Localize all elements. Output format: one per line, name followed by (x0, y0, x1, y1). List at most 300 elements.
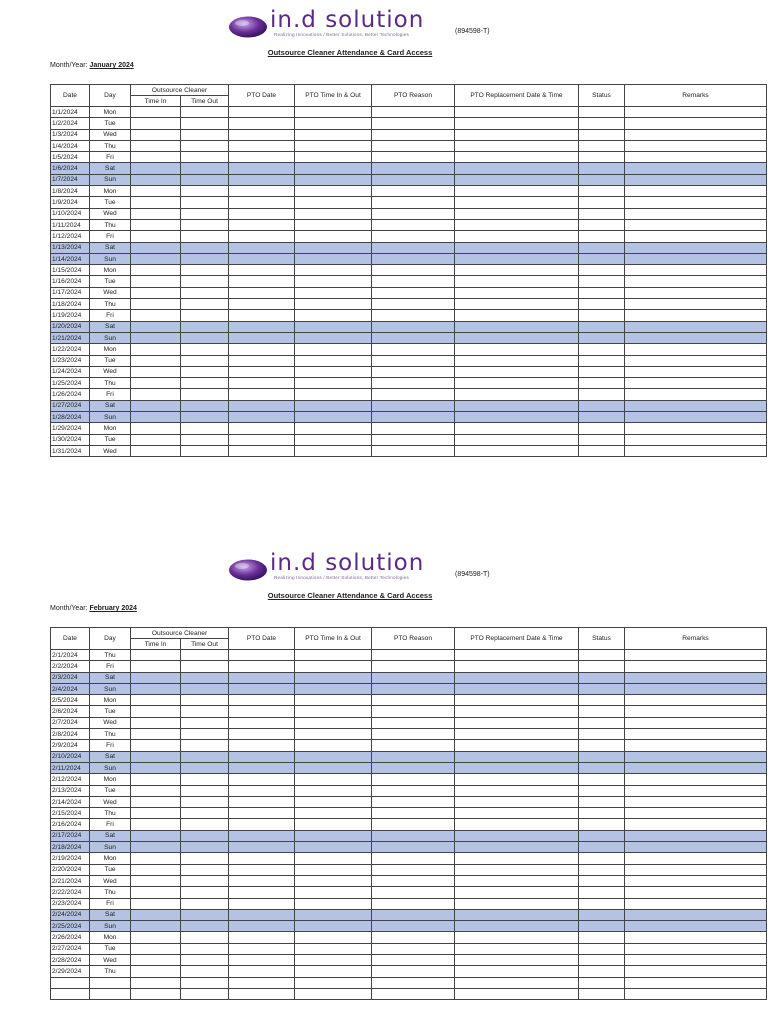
time-out-cell[interactable] (181, 423, 229, 434)
time-out-cell[interactable] (181, 107, 229, 118)
pto-date-cell[interactable] (229, 299, 295, 310)
pto-date-cell[interactable] (229, 762, 295, 773)
remarks-cell[interactable] (625, 219, 767, 230)
time-in-cell[interactable] (131, 830, 181, 841)
time-out-cell[interactable] (181, 751, 229, 762)
remarks-cell[interactable] (625, 785, 767, 796)
status-cell[interactable] (579, 921, 625, 932)
time-in-cell[interactable] (131, 808, 181, 819)
pto-replacement-cell[interactable] (455, 253, 579, 264)
remarks-cell[interactable] (625, 208, 767, 219)
time-out-cell[interactable] (181, 943, 229, 954)
pto-date-cell[interactable] (229, 140, 295, 151)
pto-replacement-cell[interactable] (455, 344, 579, 355)
pto-time-cell[interactable] (295, 988, 372, 999)
pto-reason-cell[interactable] (372, 389, 455, 400)
pto-time-cell[interactable] (295, 253, 372, 264)
pto-time-cell[interactable] (295, 276, 372, 287)
pto-replacement-cell[interactable] (455, 434, 579, 445)
pto-reason-cell[interactable] (372, 706, 455, 717)
pto-reason-cell[interactable] (372, 695, 455, 706)
pto-date-cell[interactable] (229, 118, 295, 129)
pto-reason-cell[interactable] (372, 253, 455, 264)
status-cell[interactable] (579, 434, 625, 445)
remarks-cell[interactable] (625, 287, 767, 298)
remarks-cell[interactable] (625, 152, 767, 163)
status-cell[interactable] (579, 107, 625, 118)
time-in-cell[interactable] (131, 208, 181, 219)
pto-replacement-cell[interactable] (455, 400, 579, 411)
time-in-cell[interactable] (131, 875, 181, 886)
pto-date-cell[interactable] (229, 706, 295, 717)
remarks-cell[interactable] (625, 321, 767, 332)
time-in-cell[interactable] (131, 955, 181, 966)
pto-time-cell[interactable] (295, 299, 372, 310)
time-in-cell[interactable] (131, 729, 181, 740)
pto-date-cell[interactable] (229, 400, 295, 411)
pto-replacement-cell[interactable] (455, 355, 579, 366)
pto-date-cell[interactable] (229, 332, 295, 343)
pto-time-cell[interactable] (295, 706, 372, 717)
status-cell[interactable] (579, 875, 625, 886)
remarks-cell[interactable] (625, 672, 767, 683)
pto-date-cell[interactable] (229, 389, 295, 400)
pto-replacement-cell[interactable] (455, 163, 579, 174)
time-out-cell[interactable] (181, 140, 229, 151)
time-in-cell[interactable] (131, 650, 181, 661)
pto-time-cell[interactable] (295, 819, 372, 830)
pto-date-cell[interactable] (229, 796, 295, 807)
time-in-cell[interactable] (131, 276, 181, 287)
time-in-cell[interactable] (131, 796, 181, 807)
pto-replacement-cell[interactable] (455, 762, 579, 773)
remarks-cell[interactable] (625, 661, 767, 672)
time-in-cell[interactable] (131, 186, 181, 197)
pto-date-cell[interactable] (229, 819, 295, 830)
remarks-cell[interactable] (625, 253, 767, 264)
remarks-cell[interactable] (625, 955, 767, 966)
pto-replacement-cell[interactable] (455, 830, 579, 841)
pto-replacement-cell[interactable] (455, 796, 579, 807)
pto-reason-cell[interactable] (372, 977, 455, 988)
time-out-cell[interactable] (181, 650, 229, 661)
pto-date-cell[interactable] (229, 253, 295, 264)
pto-date-cell[interactable] (229, 740, 295, 751)
pto-reason-cell[interactable] (372, 864, 455, 875)
status-cell[interactable] (579, 853, 625, 864)
remarks-cell[interactable] (625, 186, 767, 197)
pto-replacement-cell[interactable] (455, 152, 579, 163)
time-out-cell[interactable] (181, 265, 229, 276)
pto-reason-cell[interactable] (372, 988, 455, 999)
pto-time-cell[interactable] (295, 977, 372, 988)
pto-date-cell[interactable] (229, 808, 295, 819)
time-in-cell[interactable] (131, 751, 181, 762)
pto-date-cell[interactable] (229, 310, 295, 321)
pto-time-cell[interactable] (295, 661, 372, 672)
pto-reason-cell[interactable] (372, 921, 455, 932)
pto-date-cell[interactable] (229, 785, 295, 796)
time-out-cell[interactable] (181, 932, 229, 943)
time-in-cell[interactable] (131, 898, 181, 909)
remarks-cell[interactable] (625, 966, 767, 977)
remarks-cell[interactable] (625, 650, 767, 661)
status-cell[interactable] (579, 830, 625, 841)
remarks-cell[interactable] (625, 423, 767, 434)
pto-replacement-cell[interactable] (455, 118, 579, 129)
pto-time-cell[interactable] (295, 163, 372, 174)
pto-reason-cell[interactable] (372, 276, 455, 287)
remarks-cell[interactable] (625, 197, 767, 208)
pto-time-cell[interactable] (295, 366, 372, 377)
pto-replacement-cell[interactable] (455, 875, 579, 886)
pto-date-cell[interactable] (229, 729, 295, 740)
remarks-cell[interactable] (625, 332, 767, 343)
pto-replacement-cell[interactable] (455, 977, 579, 988)
pto-date-cell[interactable] (229, 853, 295, 864)
remarks-cell[interactable] (625, 242, 767, 253)
pto-reason-cell[interactable] (372, 966, 455, 977)
pto-replacement-cell[interactable] (455, 717, 579, 728)
pto-time-cell[interactable] (295, 174, 372, 185)
pto-reason-cell[interactable] (372, 819, 455, 830)
pto-replacement-cell[interactable] (455, 898, 579, 909)
status-cell[interactable] (579, 785, 625, 796)
pto-reason-cell[interactable] (372, 174, 455, 185)
pto-time-cell[interactable] (295, 186, 372, 197)
remarks-cell[interactable] (625, 774, 767, 785)
pto-reason-cell[interactable] (372, 830, 455, 841)
pto-date-cell[interactable] (229, 219, 295, 230)
status-cell[interactable] (579, 276, 625, 287)
pto-date-cell[interactable] (229, 650, 295, 661)
status-cell[interactable] (579, 706, 625, 717)
pto-date-cell[interactable] (229, 208, 295, 219)
pto-reason-cell[interactable] (372, 265, 455, 276)
remarks-cell[interactable] (625, 445, 767, 456)
status-cell[interactable] (579, 717, 625, 728)
time-out-cell[interactable] (181, 875, 229, 886)
pto-reason-cell[interactable] (372, 219, 455, 230)
pto-replacement-cell[interactable] (455, 310, 579, 321)
pto-reason-cell[interactable] (372, 355, 455, 366)
pto-time-cell[interactable] (295, 921, 372, 932)
pto-replacement-cell[interactable] (455, 955, 579, 966)
pto-date-cell[interactable] (229, 988, 295, 999)
pto-replacement-cell[interactable] (455, 378, 579, 389)
pto-replacement-cell[interactable] (455, 751, 579, 762)
status-cell[interactable] (579, 819, 625, 830)
pto-time-cell[interactable] (295, 152, 372, 163)
pto-time-cell[interactable] (295, 310, 372, 321)
pto-replacement-cell[interactable] (455, 107, 579, 118)
pto-replacement-cell[interactable] (455, 242, 579, 253)
status-cell[interactable] (579, 366, 625, 377)
pto-replacement-cell[interactable] (455, 299, 579, 310)
time-in-cell[interactable] (131, 163, 181, 174)
pto-reason-cell[interactable] (372, 875, 455, 886)
status-cell[interactable] (579, 966, 625, 977)
remarks-cell[interactable] (625, 174, 767, 185)
pto-reason-cell[interactable] (372, 287, 455, 298)
pto-time-cell[interactable] (295, 219, 372, 230)
remarks-cell[interactable] (625, 706, 767, 717)
status-cell[interactable] (579, 977, 625, 988)
pto-replacement-cell[interactable] (455, 423, 579, 434)
pto-time-cell[interactable] (295, 400, 372, 411)
time-out-cell[interactable] (181, 242, 229, 253)
remarks-cell[interactable] (625, 366, 767, 377)
status-cell[interactable] (579, 661, 625, 672)
pto-date-cell[interactable] (229, 943, 295, 954)
pto-time-cell[interactable] (295, 864, 372, 875)
remarks-cell[interactable] (625, 796, 767, 807)
time-out-cell[interactable] (181, 287, 229, 298)
time-out-cell[interactable] (181, 434, 229, 445)
time-in-cell[interactable] (131, 265, 181, 276)
status-cell[interactable] (579, 762, 625, 773)
remarks-cell[interactable] (625, 355, 767, 366)
status-cell[interactable] (579, 265, 625, 276)
time-in-cell[interactable] (131, 988, 181, 999)
pto-date-cell[interactable] (229, 197, 295, 208)
pto-date-cell[interactable] (229, 276, 295, 287)
pto-reason-cell[interactable] (372, 887, 455, 898)
time-out-cell[interactable] (181, 853, 229, 864)
time-in-cell[interactable] (131, 717, 181, 728)
status-cell[interactable] (579, 344, 625, 355)
remarks-cell[interactable] (625, 853, 767, 864)
time-out-cell[interactable] (181, 174, 229, 185)
pto-date-cell[interactable] (229, 932, 295, 943)
time-in-cell[interactable] (131, 887, 181, 898)
pto-time-cell[interactable] (295, 717, 372, 728)
time-out-cell[interactable] (181, 988, 229, 999)
time-out-cell[interactable] (181, 729, 229, 740)
pto-time-cell[interactable] (295, 332, 372, 343)
status-cell[interactable] (579, 140, 625, 151)
time-in-cell[interactable] (131, 152, 181, 163)
time-out-cell[interactable] (181, 310, 229, 321)
status-cell[interactable] (579, 751, 625, 762)
time-in-cell[interactable] (131, 966, 181, 977)
status-cell[interactable] (579, 695, 625, 706)
time-in-cell[interactable] (131, 842, 181, 853)
pto-date-cell[interactable] (229, 287, 295, 298)
pto-reason-cell[interactable] (372, 197, 455, 208)
remarks-cell[interactable] (625, 887, 767, 898)
pto-time-cell[interactable] (295, 208, 372, 219)
status-cell[interactable] (579, 231, 625, 242)
pto-time-cell[interactable] (295, 140, 372, 151)
remarks-cell[interactable] (625, 943, 767, 954)
remarks-cell[interactable] (625, 808, 767, 819)
time-out-cell[interactable] (181, 276, 229, 287)
pto-replacement-cell[interactable] (455, 785, 579, 796)
pto-time-cell[interactable] (295, 107, 372, 118)
status-cell[interactable] (579, 310, 625, 321)
pto-replacement-cell[interactable] (455, 909, 579, 920)
time-out-cell[interactable] (181, 186, 229, 197)
time-in-cell[interactable] (131, 774, 181, 785)
time-in-cell[interactable] (131, 661, 181, 672)
time-out-cell[interactable] (181, 683, 229, 694)
status-cell[interactable] (579, 299, 625, 310)
pto-date-cell[interactable] (229, 265, 295, 276)
remarks-cell[interactable] (625, 140, 767, 151)
status-cell[interactable] (579, 423, 625, 434)
pto-reason-cell[interactable] (372, 729, 455, 740)
pto-date-cell[interactable] (229, 661, 295, 672)
status-cell[interactable] (579, 197, 625, 208)
status-cell[interactable] (579, 774, 625, 785)
remarks-cell[interactable] (625, 118, 767, 129)
remarks-cell[interactable] (625, 909, 767, 920)
pto-date-cell[interactable] (229, 717, 295, 728)
pto-date-cell[interactable] (229, 966, 295, 977)
remarks-cell[interactable] (625, 299, 767, 310)
pto-time-cell[interactable] (295, 762, 372, 773)
remarks-cell[interactable] (625, 310, 767, 321)
time-in-cell[interactable] (131, 140, 181, 151)
pto-time-cell[interactable] (295, 412, 372, 423)
time-out-cell[interactable] (181, 966, 229, 977)
status-cell[interactable] (579, 219, 625, 230)
pto-time-cell[interactable] (295, 830, 372, 841)
pto-date-cell[interactable] (229, 774, 295, 785)
pto-time-cell[interactable] (295, 445, 372, 456)
pto-date-cell[interactable] (229, 955, 295, 966)
time-in-cell[interactable] (131, 174, 181, 185)
pto-reason-cell[interactable] (372, 842, 455, 853)
pto-replacement-cell[interactable] (455, 988, 579, 999)
time-out-cell[interactable] (181, 389, 229, 400)
pto-reason-cell[interactable] (372, 751, 455, 762)
pto-reason-cell[interactable] (372, 129, 455, 140)
status-cell[interactable] (579, 242, 625, 253)
pto-time-cell[interactable] (295, 842, 372, 853)
pto-reason-cell[interactable] (372, 683, 455, 694)
remarks-cell[interactable] (625, 729, 767, 740)
pto-date-cell[interactable] (229, 423, 295, 434)
time-out-cell[interactable] (181, 796, 229, 807)
time-in-cell[interactable] (131, 107, 181, 118)
status-cell[interactable] (579, 932, 625, 943)
time-in-cell[interactable] (131, 344, 181, 355)
pto-date-cell[interactable] (229, 672, 295, 683)
pto-replacement-cell[interactable] (455, 887, 579, 898)
time-in-cell[interactable] (131, 378, 181, 389)
time-in-cell[interactable] (131, 434, 181, 445)
pto-time-cell[interactable] (295, 740, 372, 751)
remarks-cell[interactable] (625, 231, 767, 242)
pto-time-cell[interactable] (295, 909, 372, 920)
pto-time-cell[interactable] (295, 875, 372, 886)
remarks-cell[interactable] (625, 921, 767, 932)
pto-date-cell[interactable] (229, 163, 295, 174)
time-out-cell[interactable] (181, 118, 229, 129)
status-cell[interactable] (579, 864, 625, 875)
pto-time-cell[interactable] (295, 242, 372, 253)
pto-replacement-cell[interactable] (455, 650, 579, 661)
pto-reason-cell[interactable] (372, 955, 455, 966)
time-in-cell[interactable] (131, 118, 181, 129)
pto-time-cell[interactable] (295, 943, 372, 954)
time-in-cell[interactable] (131, 332, 181, 343)
pto-replacement-cell[interactable] (455, 683, 579, 694)
pto-date-cell[interactable] (229, 242, 295, 253)
status-cell[interactable] (579, 808, 625, 819)
status-cell[interactable] (579, 163, 625, 174)
remarks-cell[interactable] (625, 389, 767, 400)
pto-reason-cell[interactable] (372, 321, 455, 332)
status-cell[interactable] (579, 955, 625, 966)
pto-replacement-cell[interactable] (455, 774, 579, 785)
pto-reason-cell[interactable] (372, 231, 455, 242)
time-in-cell[interactable] (131, 943, 181, 954)
time-out-cell[interactable] (181, 774, 229, 785)
time-out-cell[interactable] (181, 445, 229, 456)
pto-date-cell[interactable] (229, 107, 295, 118)
time-in-cell[interactable] (131, 853, 181, 864)
time-out-cell[interactable] (181, 219, 229, 230)
pto-reason-cell[interactable] (372, 299, 455, 310)
pto-date-cell[interactable] (229, 344, 295, 355)
remarks-cell[interactable] (625, 434, 767, 445)
pto-reason-cell[interactable] (372, 242, 455, 253)
pto-replacement-cell[interactable] (455, 332, 579, 343)
time-out-cell[interactable] (181, 762, 229, 773)
pto-replacement-cell[interactable] (455, 672, 579, 683)
pto-replacement-cell[interactable] (455, 265, 579, 276)
time-out-cell[interactable] (181, 400, 229, 411)
pto-replacement-cell[interactable] (455, 389, 579, 400)
time-in-cell[interactable] (131, 321, 181, 332)
status-cell[interactable] (579, 898, 625, 909)
pto-reason-cell[interactable] (372, 898, 455, 909)
status-cell[interactable] (579, 796, 625, 807)
pto-replacement-cell[interactable] (455, 819, 579, 830)
time-out-cell[interactable] (181, 332, 229, 343)
remarks-cell[interactable] (625, 276, 767, 287)
remarks-cell[interactable] (625, 265, 767, 276)
pto-date-cell[interactable] (229, 864, 295, 875)
pto-reason-cell[interactable] (372, 140, 455, 151)
time-in-cell[interactable] (131, 400, 181, 411)
time-in-cell[interactable] (131, 683, 181, 694)
pto-reason-cell[interactable] (372, 412, 455, 423)
pto-replacement-cell[interactable] (455, 208, 579, 219)
pto-time-cell[interactable] (295, 887, 372, 898)
time-in-cell[interactable] (131, 219, 181, 230)
pto-time-cell[interactable] (295, 265, 372, 276)
remarks-cell[interactable] (625, 830, 767, 841)
pto-date-cell[interactable] (229, 875, 295, 886)
time-out-cell[interactable] (181, 355, 229, 366)
time-in-cell[interactable] (131, 695, 181, 706)
pto-time-cell[interactable] (295, 321, 372, 332)
status-cell[interactable] (579, 400, 625, 411)
pto-time-cell[interactable] (295, 434, 372, 445)
pto-replacement-cell[interactable] (455, 661, 579, 672)
pto-date-cell[interactable] (229, 445, 295, 456)
pto-date-cell[interactable] (229, 366, 295, 377)
remarks-cell[interactable] (625, 717, 767, 728)
status-cell[interactable] (579, 740, 625, 751)
pto-replacement-cell[interactable] (455, 943, 579, 954)
time-in-cell[interactable] (131, 762, 181, 773)
time-in-cell[interactable] (131, 231, 181, 242)
